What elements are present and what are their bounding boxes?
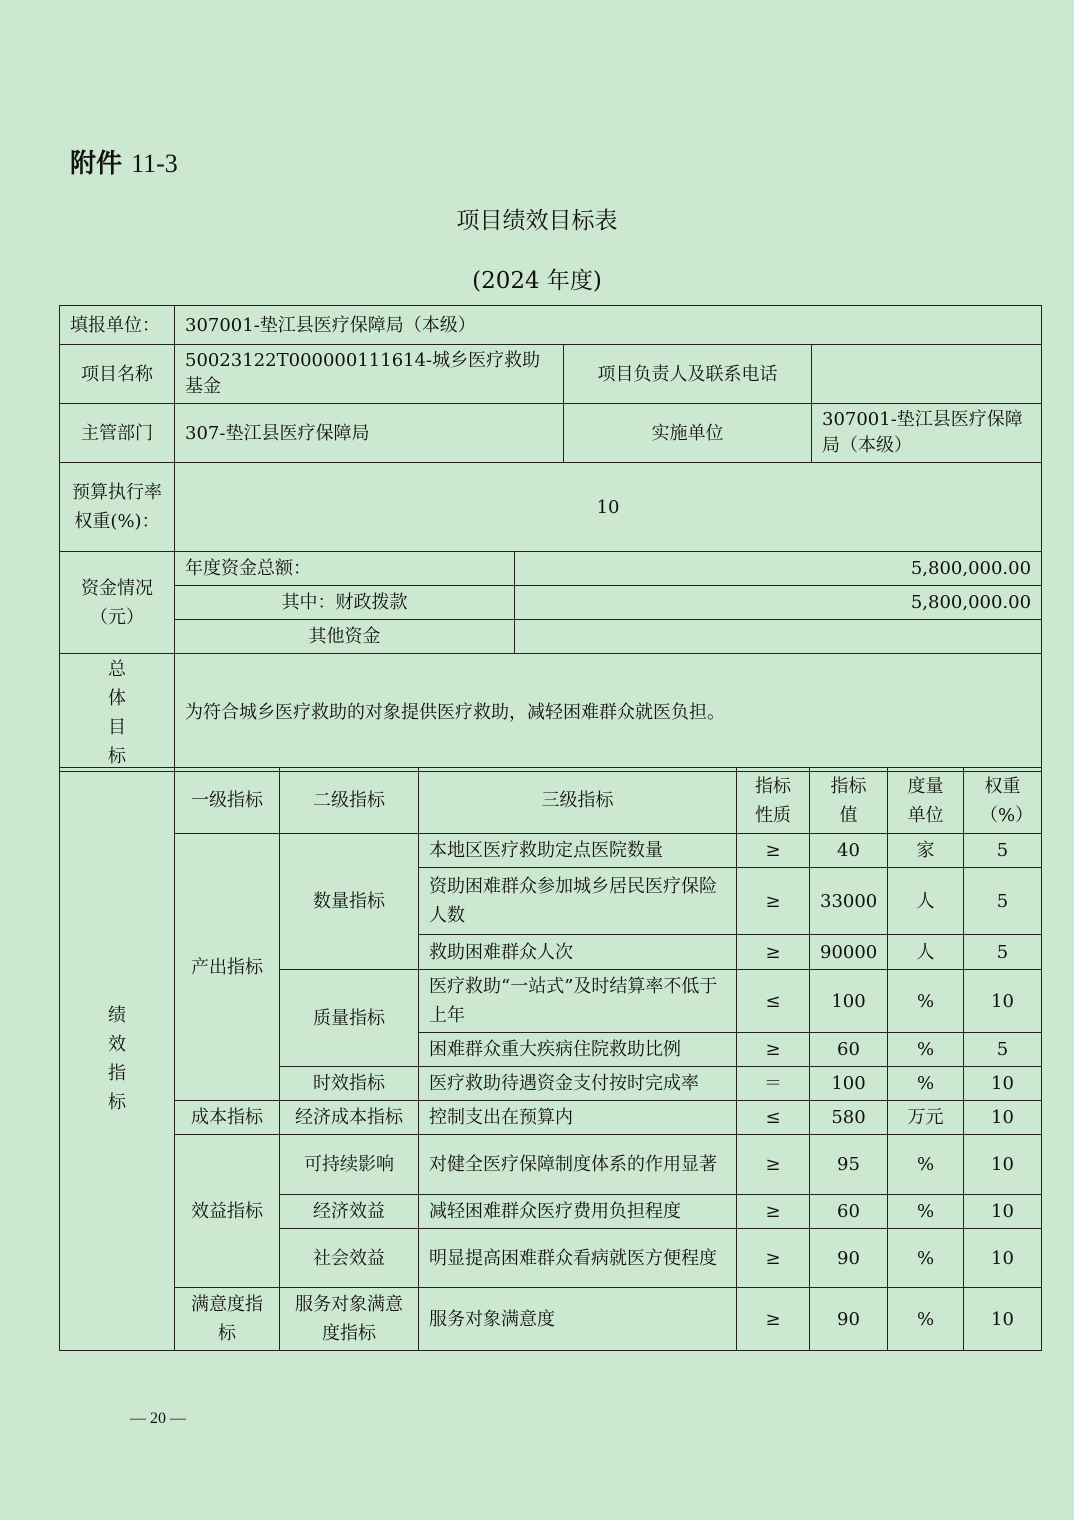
indicator-value: 60 xyxy=(810,1195,888,1229)
indicator-weight: 10 xyxy=(964,1067,1042,1101)
indicator-name: 医疗救助“一站式”及时结算率不低于上年 xyxy=(419,970,737,1033)
indicator-weight: 5 xyxy=(964,1033,1042,1067)
level2-timeliness: 时效指标 xyxy=(280,1067,419,1101)
perf-section-label: 绩效指标 xyxy=(60,768,175,1351)
indicator-value: 90 xyxy=(810,1229,888,1288)
indicator-nature: ＝ xyxy=(737,1067,810,1101)
indicator-value: 100 xyxy=(810,1067,888,1101)
indicator-unit: % xyxy=(888,1288,964,1351)
indicator-value: 95 xyxy=(810,1135,888,1195)
dept-label: 主管部门 xyxy=(60,404,175,463)
level1-cost: 成本指标 xyxy=(175,1101,280,1135)
level2-social-benefit: 社会效益 xyxy=(280,1229,419,1288)
indicator-name: 对健全医疗保障制度体系的作用显著 xyxy=(419,1135,737,1195)
other-funds-value xyxy=(515,620,1042,654)
indicator-weight: 5 xyxy=(964,834,1042,868)
indicator-value: 33000 xyxy=(810,868,888,935)
header-level2: 二级指标 xyxy=(280,768,419,834)
level1-benefit: 效益指标 xyxy=(175,1135,280,1288)
indicator-value: 60 xyxy=(810,1033,888,1067)
level2-quantity: 数量指标 xyxy=(280,834,419,970)
budget-weight-label: 预算执行率权重(%)： xyxy=(60,463,175,552)
indicator-weight: 10 xyxy=(964,1195,1042,1229)
indicator-nature: ≥ xyxy=(737,935,810,970)
funds-label: 资金情况（元） xyxy=(60,552,175,654)
header-value: 指标值 xyxy=(810,768,888,834)
indicator-name: 本地区医疗救助定点医院数量 xyxy=(419,834,737,868)
indicator-nature: ≥ xyxy=(737,1135,810,1195)
indicator-value: 40 xyxy=(810,834,888,868)
indicator-weight: 10 xyxy=(964,1101,1042,1135)
unit-label: 填报单位： xyxy=(60,306,175,345)
indicator-value: 100 xyxy=(810,970,888,1033)
indicator-nature: ≥ xyxy=(737,1288,810,1351)
indicator-name: 减轻困难群众医疗费用负担程度 xyxy=(419,1195,737,1229)
level2-quality: 质量指标 xyxy=(280,970,419,1067)
indicator-nature: ≤ xyxy=(737,970,810,1033)
indicator-unit: 家 xyxy=(888,834,964,868)
indicator-name: 服务对象满意度 xyxy=(419,1288,737,1351)
level2-economic-benefit: 经济效益 xyxy=(280,1195,419,1229)
header-level1: 一级指标 xyxy=(175,768,280,834)
indicator-weight: 10 xyxy=(964,1288,1042,1351)
attachment-number: 11-3 xyxy=(131,149,178,178)
attachment-label: 附件 11-3 xyxy=(70,149,178,179)
indicator-unit: % xyxy=(888,1195,964,1229)
indicator-value: 90000 xyxy=(810,935,888,970)
impl-value: 307001-垫江县医疗保障局（本级） xyxy=(812,404,1042,463)
indicator-name: 控制支出在预算内 xyxy=(419,1101,737,1135)
level1-satisfaction: 满意度指标 xyxy=(175,1288,280,1351)
indicator-weight: 10 xyxy=(964,970,1042,1033)
indicator-unit: % xyxy=(888,1135,964,1195)
indicator-nature: ≤ xyxy=(737,1101,810,1135)
fiscal-label: 其中：财政拨款 xyxy=(175,586,515,620)
indicator-value: 90 xyxy=(810,1288,888,1351)
project-name-label: 项目名称 xyxy=(60,345,175,404)
annual-total-value: 5,800,000.00 xyxy=(515,552,1042,586)
impl-label: 实施单位 xyxy=(564,404,812,463)
indicator-name: 明显提高困难群众看病就医方便程度 xyxy=(419,1229,737,1288)
indicator-unit: 人 xyxy=(888,935,964,970)
project-info-table xyxy=(59,305,1042,772)
indicator-unit: 万元 xyxy=(888,1101,964,1135)
goal-label: 总体目标 xyxy=(60,654,175,772)
page-number: — 20 — xyxy=(130,1410,186,1427)
performance-table xyxy=(59,767,1042,1351)
level2-service-satisfaction: 服务对象满意度指标 xyxy=(280,1288,419,1351)
indicator-weight: 10 xyxy=(964,1135,1042,1195)
other-funds-label: 其他资金 xyxy=(175,620,515,654)
indicator-name: 救助困难群众人次 xyxy=(419,935,737,970)
dept-value: 307-垫江县医疗保障局 xyxy=(175,404,564,463)
annual-total-label: 年度资金总额： xyxy=(175,552,515,586)
project-name-value: 50023122T000000111614-城乡医疗救助基金 xyxy=(175,345,564,404)
indicator-unit: % xyxy=(888,1067,964,1101)
indicator-nature: ≥ xyxy=(737,1229,810,1288)
indicator-name: 困难群众重大疾病住院救助比例 xyxy=(419,1033,737,1067)
level2-sustainable: 可持续影响 xyxy=(280,1135,419,1195)
indicator-nature: ≥ xyxy=(737,1033,810,1067)
contact-value xyxy=(812,345,1042,404)
level2-economic-cost: 经济成本指标 xyxy=(280,1101,419,1135)
level1-output: 产出指标 xyxy=(175,834,280,1101)
indicator-nature: ≥ xyxy=(737,868,810,935)
budget-weight-value: 10 xyxy=(175,463,1042,552)
indicator-unit: % xyxy=(888,1229,964,1288)
header-nature: 指标性质 xyxy=(737,768,810,834)
document-year: (2024 年度) xyxy=(472,268,602,294)
indicator-name: 资助困难群众参加城乡居民医疗保险人数 xyxy=(419,868,737,935)
indicator-unit: % xyxy=(888,1033,964,1067)
header-unit: 度量单位 xyxy=(888,768,964,834)
indicator-nature: ≥ xyxy=(737,834,810,868)
indicator-value: 580 xyxy=(810,1101,888,1135)
contact-label: 项目负责人及联系电话 xyxy=(564,345,812,404)
indicator-unit: % xyxy=(888,970,964,1033)
indicator-unit: 人 xyxy=(888,868,964,935)
header-level3: 三级指标 xyxy=(419,768,737,834)
unit-value: 307001-垫江县医疗保障局（本级） xyxy=(175,306,1042,345)
document-title: 项目绩效目标表 xyxy=(456,208,618,234)
indicator-weight: 10 xyxy=(964,1229,1042,1288)
indicator-weight: 5 xyxy=(964,868,1042,935)
header-weight: 权重（%） xyxy=(964,768,1042,834)
goal-value: 为符合城乡医疗救助的对象提供医疗救助，减轻困难群众就医负担。 xyxy=(175,654,1042,772)
indicator-name: 医疗救助待遇资金支付按时完成率 xyxy=(419,1067,737,1101)
indicator-weight: 5 xyxy=(964,935,1042,970)
fiscal-value: 5,800,000.00 xyxy=(515,586,1042,620)
indicator-nature: ≥ xyxy=(737,1195,810,1229)
